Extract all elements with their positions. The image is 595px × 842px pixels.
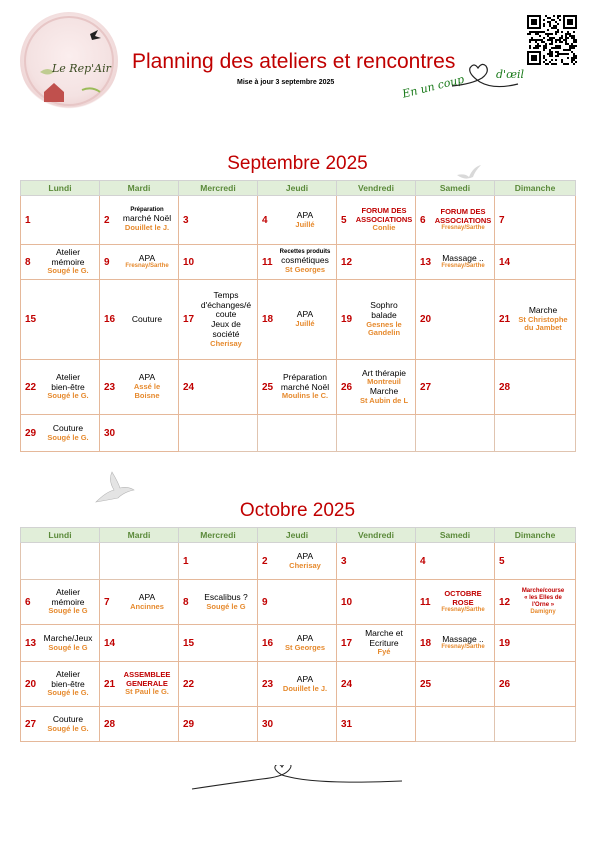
day-number: 13 — [420, 256, 432, 268]
day-number: 24 — [341, 678, 353, 690]
event-location: St Aubin de L — [359, 395, 409, 405]
event-content — [274, 675, 336, 693]
event-location: Fresnay/Sarthe — [125, 263, 169, 270]
day-number: 10 — [183, 256, 195, 268]
day-number: 1 — [183, 555, 189, 567]
day-number: 20 — [25, 678, 37, 690]
day-number: 3 — [183, 214, 189, 226]
page-title: Planning des ateliers et rencontres — [132, 50, 456, 73]
day-cell — [100, 580, 179, 625]
event-content — [432, 208, 494, 232]
slogan-part1: En un coup — [401, 72, 466, 101]
event-content — [37, 373, 99, 401]
day-cell — [258, 543, 337, 580]
day-cell — [416, 662, 495, 707]
event-location: Sougé le G. — [47, 266, 89, 276]
event-content — [37, 424, 99, 442]
day-cell — [179, 245, 258, 280]
event-title: Marche — [528, 304, 558, 315]
day-number: 16 — [104, 314, 116, 325]
weekday-header: Vendredi — [337, 528, 416, 543]
day-cell — [179, 543, 258, 580]
slogan-part2: d'œil — [496, 68, 524, 81]
event-content — [274, 634, 336, 652]
event-title: Atelier — [55, 586, 81, 597]
day-number: 4 — [420, 555, 426, 567]
event-location: St Paul le G. — [125, 687, 169, 697]
event-title: Atelier — [55, 246, 81, 257]
weekday-header: Jeudi — [258, 528, 337, 543]
day-number: 26 — [499, 678, 511, 690]
weekday-header: Mercredi — [179, 528, 258, 543]
day-cell — [100, 662, 179, 707]
day-number: 18 — [262, 314, 274, 325]
event-location: Fresnay/Sarthe — [441, 263, 485, 270]
day-number: 15 — [183, 637, 195, 649]
day-cell — [337, 580, 416, 625]
day-cell — [495, 543, 576, 580]
day-cell — [258, 280, 337, 360]
day-number: 29 — [183, 718, 195, 730]
event-location: Conlie — [372, 223, 396, 233]
day-cell — [100, 543, 179, 580]
day-cell — [416, 280, 495, 360]
event-location: « les Elles de — [524, 595, 562, 602]
day-number: 30 — [104, 427, 116, 439]
day-cell — [100, 245, 179, 280]
day-number: 10 — [341, 596, 353, 608]
day-cell — [337, 280, 416, 360]
day-number: 12 — [499, 596, 511, 608]
day-cell — [21, 415, 100, 452]
day-cell — [21, 662, 100, 707]
event-title: bien-être — [51, 678, 85, 689]
event-content — [195, 291, 257, 348]
event-title: bien-être — [51, 381, 85, 392]
event-location: Sougé le G. — [47, 432, 89, 442]
october-calendar — [20, 527, 576, 742]
event-content — [37, 588, 99, 616]
day-cell — [258, 245, 337, 280]
event-content — [353, 629, 415, 657]
day-cell — [416, 707, 495, 742]
day-cell — [179, 707, 258, 742]
day-cell — [495, 662, 576, 707]
day-number: 4 — [262, 214, 268, 226]
event-location: Assé le — [133, 382, 161, 392]
event-content — [116, 315, 178, 325]
day-cell — [337, 707, 416, 742]
event-location: FORUM DES — [361, 206, 407, 216]
event-location: Sougé le G. — [47, 723, 89, 733]
day-number: 22 — [25, 381, 37, 393]
event-location: OCTOBRE — [444, 588, 482, 598]
event-location: St Georges — [284, 265, 325, 275]
event-location: GENERALE — [126, 678, 168, 688]
qr-code-icon[interactable] — [527, 15, 577, 65]
day-cell — [337, 415, 416, 452]
day-number: 8 — [25, 256, 31, 268]
event-location: Fresnay/Sarthe — [441, 644, 485, 651]
day-number: 20 — [420, 314, 432, 325]
day-number: 19 — [341, 314, 353, 325]
event-location: Fresnay/Sarthe — [441, 607, 485, 614]
day-number: 12 — [341, 256, 353, 268]
event-title: société — [212, 328, 240, 339]
day-number: 17 — [183, 314, 195, 325]
event-location: Cherisay — [210, 338, 242, 348]
day-number: 28 — [499, 381, 511, 393]
day-number: 15 — [25, 314, 37, 325]
day-number: 9 — [262, 596, 268, 608]
day-number: 31 — [341, 718, 353, 730]
day-cell — [416, 360, 495, 415]
weekday-header: Lundi — [21, 181, 100, 196]
day-cell — [258, 196, 337, 245]
event-location: ROSE — [452, 597, 474, 607]
day-number: 13 — [25, 637, 37, 649]
day-number: 30 — [262, 718, 274, 730]
event-content — [116, 373, 178, 400]
event-title: Préparation — [130, 207, 164, 214]
day-number: 23 — [104, 381, 116, 393]
event-content — [274, 310, 336, 328]
event-location: Douillet le J. — [124, 223, 170, 233]
day-cell — [495, 196, 576, 245]
event-title: Recettes produits — [279, 249, 331, 256]
event-title: APA — [296, 673, 314, 684]
day-cell — [258, 415, 337, 452]
event-location: Juillé — [295, 319, 315, 329]
event-content — [116, 254, 178, 271]
event-title: Massage .. — [442, 252, 484, 263]
event-title: Couture — [52, 422, 84, 433]
event-content — [511, 588, 575, 616]
day-cell — [495, 360, 576, 415]
day-cell — [21, 245, 100, 280]
day-number: 17 — [341, 637, 353, 649]
day-cell — [337, 662, 416, 707]
event-location: du Jambet — [524, 323, 562, 333]
day-cell — [21, 625, 100, 662]
day-number: 21 — [499, 314, 511, 325]
day-cell — [21, 707, 100, 742]
day-number: 3 — [341, 555, 347, 567]
day-cell — [337, 360, 416, 415]
event-title: APA — [296, 632, 314, 643]
event-title: marché Noël — [280, 381, 330, 392]
day-cell — [337, 543, 416, 580]
event-location: l'Orne » — [531, 602, 555, 608]
day-number: 18 — [420, 637, 432, 649]
event-title: APA — [296, 309, 314, 320]
event-content — [116, 671, 178, 697]
event-title: Temps — [213, 289, 239, 300]
day-cell — [495, 415, 576, 452]
event-title: Jeux de — [211, 319, 241, 330]
day-number: 21 — [104, 678, 116, 690]
day-cell — [495, 625, 576, 662]
day-cell — [21, 280, 100, 360]
event-content — [274, 249, 336, 274]
logo-text: Le Rep'Air — [52, 62, 111, 75]
event-content — [353, 207, 415, 233]
day-cell — [21, 580, 100, 625]
heart-swirl-icon — [450, 56, 522, 98]
day-cell — [416, 415, 495, 452]
event-location: Damigny — [530, 608, 556, 615]
day-cell — [179, 662, 258, 707]
weekday-header: Jeudi — [258, 181, 337, 196]
day-cell — [337, 245, 416, 280]
october-title: Octobre 2025 — [239, 500, 356, 521]
day-cell — [21, 543, 100, 580]
event-content — [195, 593, 257, 611]
weekday-header: Mercredi — [179, 181, 258, 196]
day-cell — [416, 196, 495, 245]
event-title: APA — [296, 209, 314, 220]
day-cell — [179, 360, 258, 415]
event-location: Cherisay — [289, 560, 321, 570]
day-number: 19 — [499, 637, 511, 649]
day-cell — [416, 625, 495, 662]
day-cell — [416, 245, 495, 280]
event-location: Fresnay/Sarthe — [441, 225, 485, 232]
event-title: Sophro — [370, 300, 398, 311]
day-cell — [337, 196, 416, 245]
day-cell — [179, 196, 258, 245]
update-date: Mise à jour 3 septembre 2025 — [237, 79, 335, 86]
event-title: Massage .. — [442, 633, 484, 644]
day-number: 26 — [341, 381, 353, 393]
event-title: Marche/Jeux — [43, 632, 93, 643]
event-location: ASSOCIATIONS — [434, 215, 492, 225]
event-content — [37, 670, 99, 698]
day-number: 8 — [183, 596, 189, 608]
day-number: 1 — [25, 214, 31, 226]
day-number: 2 — [104, 214, 110, 226]
day-cell — [179, 580, 258, 625]
event-location: Douillet le J. — [282, 683, 328, 693]
day-number: 16 — [262, 637, 274, 649]
day-cell — [179, 415, 258, 452]
day-number: 7 — [499, 214, 505, 226]
day-cell — [416, 580, 495, 625]
event-location: ASSEMBLEE — [123, 670, 171, 680]
event-content — [37, 248, 99, 276]
day-cell — [21, 360, 100, 415]
day-number: 22 — [183, 678, 195, 690]
event-content — [37, 634, 99, 652]
event-title: balade — [371, 309, 397, 320]
weekday-header: Lundi — [21, 528, 100, 543]
event-title: marché Noël — [122, 213, 172, 224]
weekday-header: Samedi — [416, 528, 495, 543]
event-location: Fyé — [377, 647, 391, 657]
day-cell — [258, 360, 337, 415]
event-location: Sougé le G. — [47, 688, 89, 698]
day-number: 25 — [262, 381, 274, 393]
event-title: APA — [296, 550, 314, 561]
event-content — [274, 373, 336, 401]
event-title: Couture — [52, 713, 84, 724]
event-title: mémoire — [51, 256, 85, 267]
day-number: 2 — [262, 555, 268, 567]
day-cell — [100, 625, 179, 662]
event-location: Sougé le G — [206, 601, 246, 611]
day-number: 9 — [104, 256, 110, 268]
event-location: Sougé le G — [48, 606, 88, 616]
day-cell — [495, 707, 576, 742]
event-location: FORUM DES — [440, 206, 486, 216]
event-title: APA — [138, 252, 156, 263]
event-location: Sougé le G — [48, 642, 88, 652]
logo-artwork — [20, 12, 118, 110]
weekday-header: Vendredi — [337, 181, 416, 196]
event-title: Ecriture — [369, 637, 399, 648]
event-location: Sougé le G. — [47, 391, 89, 401]
day-cell — [495, 580, 576, 625]
event-location: Boisne — [134, 390, 160, 400]
september-title: Septembre 2025 — [227, 153, 368, 174]
day-cell — [258, 580, 337, 625]
weekday-header: Dimanche — [495, 181, 576, 196]
event-location: ASSOCIATIONS — [355, 214, 413, 224]
day-cell — [100, 196, 179, 245]
event-title: mémoire — [51, 596, 85, 607]
event-content — [511, 306, 575, 333]
day-cell — [179, 280, 258, 360]
day-cell — [100, 415, 179, 452]
day-cell — [179, 625, 258, 662]
event-content — [116, 593, 178, 611]
event-content — [432, 590, 494, 614]
day-number: 5 — [499, 555, 505, 567]
day-number: 27 — [420, 381, 432, 393]
event-content — [116, 207, 178, 232]
day-number: 11 — [420, 596, 431, 608]
event-title: coute — [215, 309, 237, 320]
event-title: Atelier — [55, 371, 81, 382]
day-number: 14 — [104, 637, 116, 649]
day-number: 27 — [25, 718, 37, 730]
event-content — [432, 635, 494, 652]
event-location: Gandelin — [367, 328, 401, 338]
event-location: Ancinnes — [130, 601, 164, 611]
day-number: 28 — [104, 718, 116, 730]
event-location: Gesnes le — [366, 319, 402, 329]
day-cell — [495, 245, 576, 280]
event-location: Marche/course — [521, 588, 565, 595]
event-title: d'échanges/é — [200, 299, 252, 310]
day-cell — [258, 707, 337, 742]
event-content — [353, 369, 415, 406]
event-title: Préparation — [283, 371, 327, 382]
day-cell — [416, 543, 495, 580]
day-number: 14 — [499, 256, 511, 268]
day-cell — [21, 196, 100, 245]
day-number: 6 — [25, 596, 31, 608]
weekday-header: Mardi — [100, 181, 179, 196]
day-number: 7 — [104, 596, 110, 608]
day-number: 25 — [420, 678, 432, 690]
event-location: Moulins le C. — [281, 391, 329, 401]
day-cell — [258, 662, 337, 707]
day-cell — [100, 707, 179, 742]
heart-swirl-icon — [190, 765, 410, 797]
event-content — [353, 301, 415, 338]
day-number: 6 — [420, 214, 426, 226]
event-title: Atelier — [55, 668, 81, 679]
day-number: 23 — [262, 678, 274, 690]
event-title: APA — [138, 591, 156, 602]
event-title: Escalibus ? — [204, 591, 248, 602]
day-cell — [100, 280, 179, 360]
event-content — [432, 254, 494, 271]
day-number: 24 — [183, 381, 195, 393]
event-title: Marche — [369, 386, 399, 396]
event-content — [274, 211, 336, 229]
event-title: cosmétiques — [281, 255, 329, 266]
day-number: 29 — [25, 427, 37, 439]
weekday-header: Dimanche — [495, 528, 576, 543]
event-location: Montreuil — [367, 377, 401, 387]
weekday-header: Samedi — [416, 181, 495, 196]
event-location: Juillé — [295, 219, 315, 229]
day-number: 5 — [341, 214, 347, 226]
day-cell — [337, 625, 416, 662]
event-title: Art thérapie — [362, 367, 406, 378]
event-title: Marche et — [365, 627, 403, 638]
day-number: 11 — [262, 256, 273, 268]
event-title: Couture — [131, 313, 163, 324]
association-logo — [20, 12, 118, 110]
event-location: St Georges — [284, 642, 325, 652]
event-content — [37, 715, 99, 733]
september-calendar — [20, 180, 576, 452]
event-title: APA — [138, 372, 156, 383]
day-cell — [100, 360, 179, 415]
event-location: St Christophe — [518, 314, 568, 324]
weekday-header: Mardi — [100, 528, 179, 543]
day-cell — [258, 625, 337, 662]
day-cell — [495, 280, 576, 360]
event-content — [274, 552, 336, 570]
